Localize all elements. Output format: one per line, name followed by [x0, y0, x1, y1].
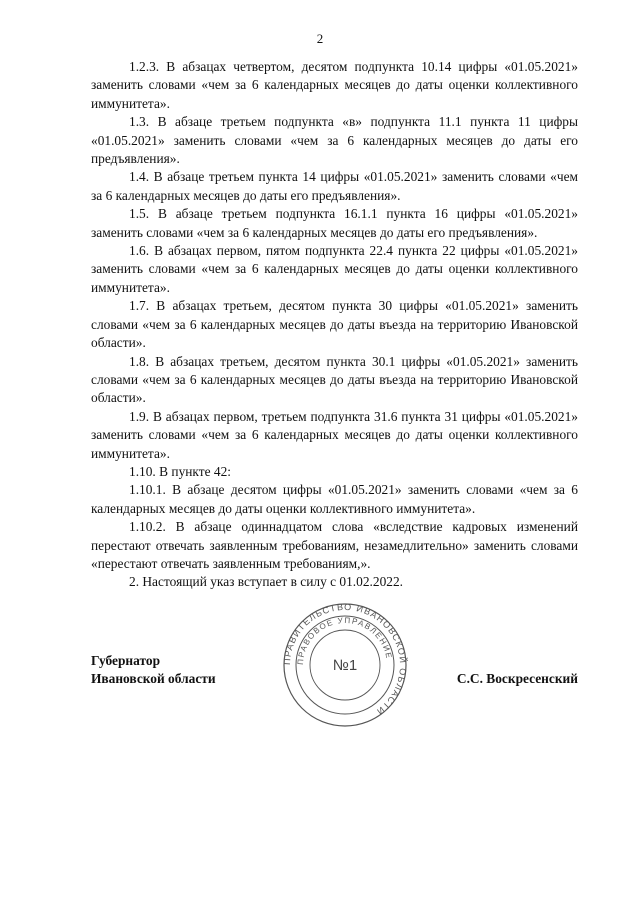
seal-number: №1 — [332, 657, 358, 674]
paragraph-1-10-2: 1.10.2. В абзаце одиннадцатом слова «вследствие кадровых изменений перестают отвечать заявленным требованиям, незамедлительно» заменить словами «перестают отвечать заявленным требованиям,». — [91, 519, 578, 571]
signatory-title — [91, 652, 216, 688]
paragraph-1-5: 1.5. В абзаце третьем подпункта 16.1.1 пункта 16 цифры «01.05.2021» заменить словами «чем за 6 календарных месяцев до даты его предъявления». — [91, 206, 578, 240]
paragraph-1-2-3: 1.2.3. В абзацах четвертом, десятом подпункта 10.14 цифры «01.05.2021» заменить словами «чем за 6 календарных месяцев до даты оценки коллективного иммунитета». — [91, 59, 578, 111]
signatory-title-line-1: Губернатор — [91, 653, 161, 668]
paragraph-1-10: 1.10. В пункте 42: — [129, 463, 232, 479]
paragraph-1-8: 1.8. В абзацах третьем, десятом пункта 30.1 цифры «01.05.2021» заменить словами «чем за 6 календарных месяцев до даты въезда на территорию Ивановской области». — [91, 353, 578, 406]
paragraph-1-10-1: 1.10.1. В абзаце десятом цифры «01.05.2021» заменить словами «чем за 6 календарных месяцев до даты оценки коллективного иммунитета». — [91, 482, 578, 516]
paragraph-1-3: 1.3. В абзаце третьем подпункта «в» подпункта 11.1 пункта 11 цифры «01.05.2021» заменить словами «чем за 6 календарных месяцев до даты его предъявления». — [91, 114, 578, 167]
document-body — [91, 58, 578, 592]
paragraph-1-6: 1.6. В абзацах первом, пятом подпункта 22.4 пункта 22 цифры «01.05.2021» заменить словами «чем за 6 календарных месяцев до даты оценки коллективного иммунитета». — [91, 243, 578, 295]
official-seal-stamp — [272, 602, 418, 728]
paragraph-1-4: 1.4. В абзаце третьем пункта 14 цифры «01.05.2021» заменить словами «чем за 6 календарных месяцев до даты его предъявления». — [91, 169, 578, 203]
seal-outer-text-path: ПРАВИТЕЛЬСТВО ИВАНОВСКОЙ ОБЛАСТИ — [281, 602, 409, 718]
signatory-title-line-2: Ивановской области — [91, 671, 216, 686]
seal-inner-text-path: ПРАВОВОЕ УПРАВЛЕНИЕ — [295, 615, 394, 666]
paragraph-2: 2. Настоящий указ вступает в силу с 01.02.2022. — [129, 574, 404, 590]
signatory-name: С.С. Воскресенский — [456, 671, 578, 686]
page-number: 2 — [316, 31, 324, 46]
paragraph-1-9: 1.9. В абзацах первом, третьем подпункта 31.6 пункта 31 цифры «01.05.2021» заменить словами «чем за 6 календарных месяцев до даты оценки коллективного иммунитета». — [91, 408, 578, 461]
paragraph-1-7: 1.7. В абзацах третьем, десятом пункта 30 цифры «01.05.2021» заменить словами «чем за 6 календарных месяцев до даты въезда на территорию Ивановской области». — [91, 298, 578, 351]
